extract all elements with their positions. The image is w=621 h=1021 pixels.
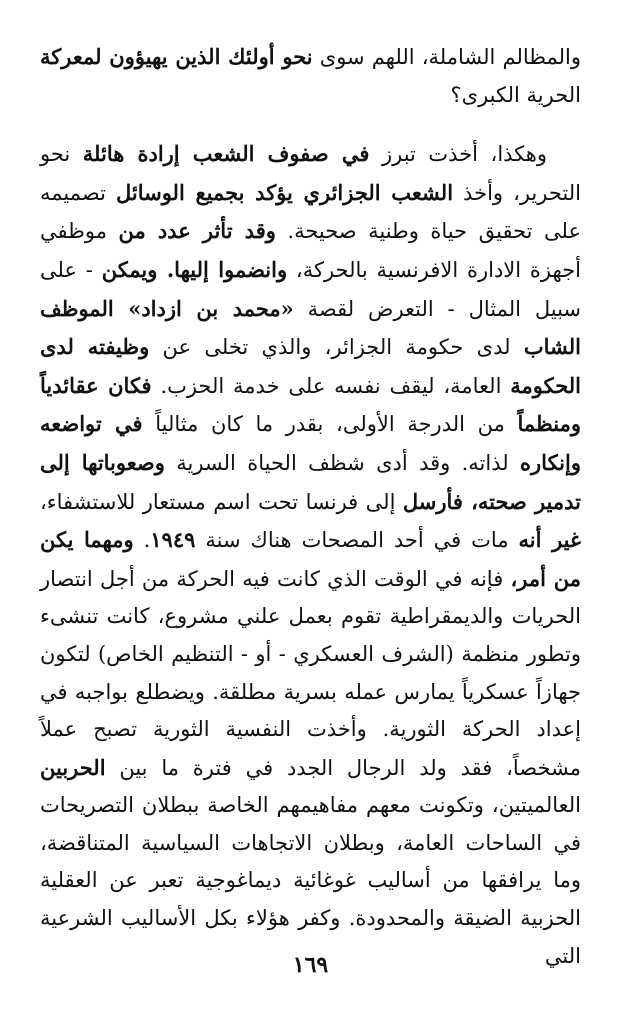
bold-text-run: ومهما يكن من أمر، [40, 527, 581, 591]
text-run: العالميتين، وتكونت معهم مفاهيمهم الخاصة ببطلان التصريحات في الساحات العامة، وبطلان الاتجاهات السياسية المتناقضة، وما يرافقها من أساليب غوغائية ديماغوجية تعبر عن العقلية الحزبية الضيقة والمحدودة. وكفر هؤلاء بكل الأساليب الشرعية التي [40, 793, 581, 968]
text-run: الحرية الكبرى؟ [450, 82, 581, 107]
text-run: من الدرجة الأولى، بقدر ما كان مثالياً [142, 412, 518, 437]
bold-text-run: الشعب الجزائري يؤكد بجميع الوسائل [115, 179, 454, 205]
bold-text-run: وانضموا إليها. ويمكن [101, 256, 288, 282]
text-run: والمظالم الشاملة، اللهم سوى [312, 45, 582, 69]
bold-text-run: «محمد بن ازداد» الموظف الشاب [40, 295, 581, 360]
text-run: - على سبيل المثال - التعرض لقصة [40, 257, 582, 321]
text-run: وهكذا، أخذت تبرز [369, 142, 547, 167]
text-run: مات في أحد المصحات هناك سنة [195, 528, 519, 553]
text-run: إلى فرنسا تحت اسم مستعار للاستشفاء، [40, 489, 403, 514]
text-run: فإنه في الوقت الذي كانت فيه الحركة من أجل انتصار الحريات والديمقراطية تقوم بعمل علني مشروع، كانت تنشىء وتطور منظمة (الشرف العسكري - أو - التنظيم الخاص) لتكون جهازاً عسكرياً يمارس عمله بسرية مطلقة. ويضطلع بواجبه في إعداد الحركة الثورية. وأخذت النفسية الثورية تصبح عملاً مشخصاً، فقد ولد الرجال الجدد في فترة ما بين [40, 566, 581, 780]
page-number: ١٦٩ [292, 952, 329, 978]
text-run: العامة، ليقف نفسه على خدمة الحزب. [151, 373, 511, 398]
paragraph-1 [40, 38, 581, 114]
bold-text-run: وقد تأثر عدد من [118, 218, 276, 244]
bold-text-run: وصعوباتها إلى تدمير صحته، فأرسل [40, 449, 581, 514]
text-run: لدى حكومة الجزائر، والذي تخلى عن [149, 335, 524, 360]
bold-text-run: وظيفته لدى الحكومة [40, 334, 581, 398]
bold-text-run: فكان عقائدياً ومنظماً [40, 372, 581, 437]
text-run: نحو التحرير، وأخذ [40, 142, 581, 205]
bold-text-run: نحو أولئك الذين يهيؤون لمعركة [40, 44, 313, 69]
bold-text-run: الحربين [40, 754, 106, 780]
bold-text-run: غير أنه [518, 527, 581, 553]
text-run: لذاته. وقد أدى شظف الحياة السرية [164, 450, 521, 475]
text-run: . [133, 528, 151, 553]
paragraph-2 [40, 135, 581, 975]
text-run: تصميمه على تحقيق حياة وطنية صحيحة. [40, 180, 581, 244]
bold-text-run: في تواضعه وإنكاره [40, 411, 581, 475]
text-run: موظفي أجهزة الادارة الافرنسية بالحركة، [40, 219, 582, 282]
bold-text-run: في صفوف الشعب إرادة هائلة [82, 141, 370, 167]
body-text [40, 38, 581, 975]
bold-text-run: ١٩٤٩ [150, 527, 196, 553]
